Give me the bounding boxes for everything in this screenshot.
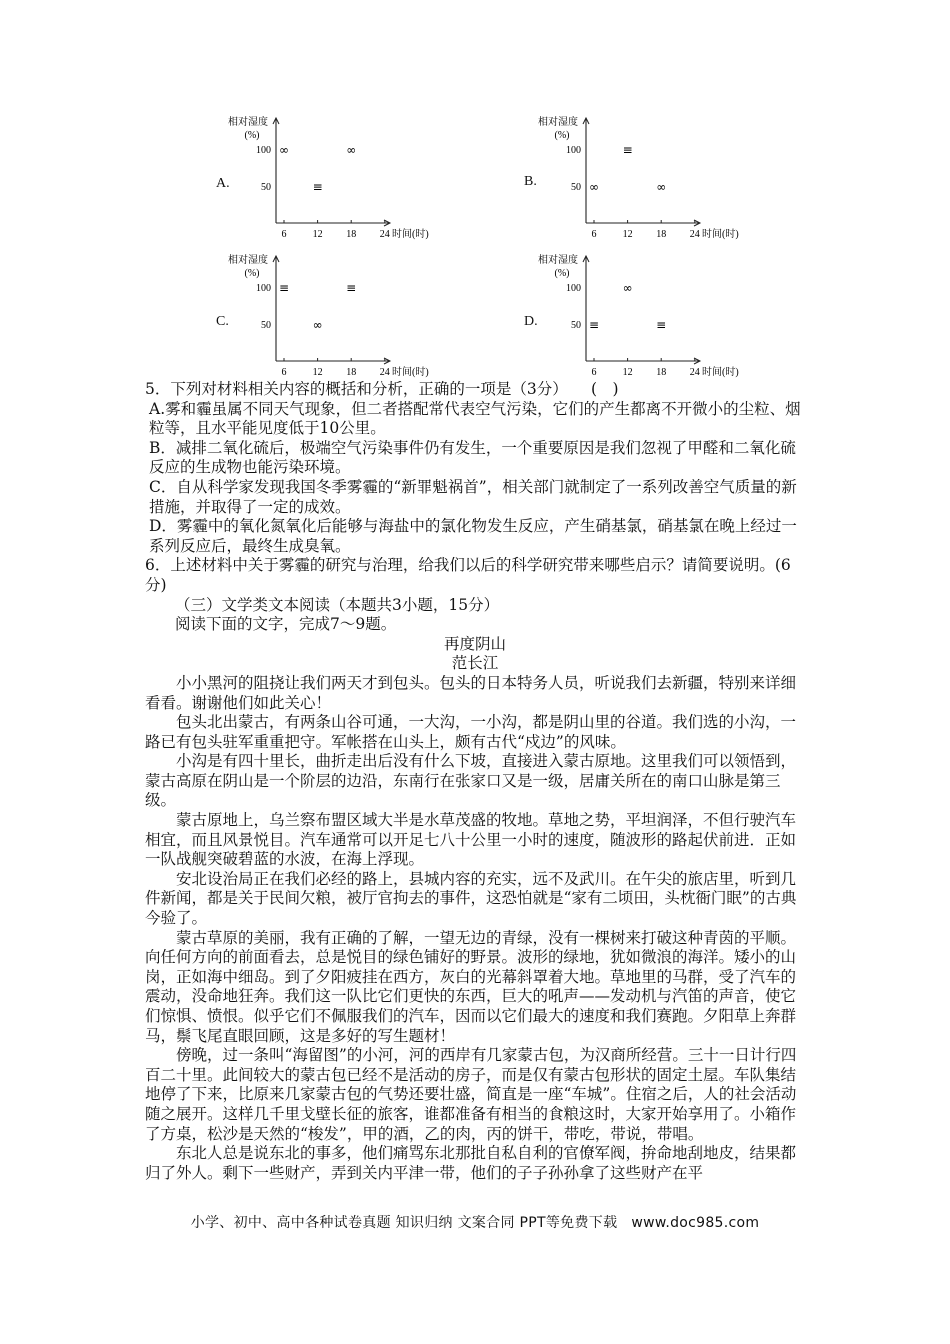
x-tick-label: 24: [689, 367, 700, 378]
chart-svg: [200, 112, 500, 242]
y-axis-unit: (%): [554, 130, 570, 141]
y-axis-unit: (%): [244, 268, 260, 279]
question-5-option-c: C．自从科学家发现我国冬季雾霾的“新罪魁祸首”，相关部门就制定了一系列改善空气质量的新措施，并取得了一定的成效。: [149, 477, 797, 516]
data-point-symbol: ≡: [278, 281, 290, 295]
x-tick-label: 12: [312, 367, 323, 378]
x-tick-label: 12: [622, 367, 633, 378]
y-axis-label: 相对湿度: [538, 117, 578, 128]
data-point-symbol: ≡: [656, 318, 667, 332]
x-tick-label: 18: [346, 367, 357, 378]
data-point-symbol: ≡: [588, 318, 600, 332]
y-tick-label: 50: [261, 182, 271, 193]
y-axis-label: 相对湿度: [228, 255, 268, 266]
article-paragraph: 小沟是有四十里长，曲折走出后没有什么下坡，直接进入蒙古原地。这里我们可以领悟到，蒙古高原在阴山是一个阶层的边沿，东南行在张家口又是一级，居庸关所在的南口山脉是第三级。: [145, 752, 797, 810]
x-tick-label: 12: [312, 229, 323, 240]
section-heading: （三）文学类文本阅读（本题共3小题，15分）: [175, 595, 500, 614]
x-axis-label: 时间(时): [702, 367, 739, 378]
y-tick-label: 100: [566, 283, 581, 294]
chart-option-a: [200, 112, 500, 242]
chart-svg: [510, 112, 810, 242]
data-point-symbol: ∞: [279, 143, 289, 157]
question-5-option-b: B．减排二氧化硫后，极端空气污染事件仍有发生，一个重要原因是我们忽视了甲醛和二氧化硫反应的生成物也能污染环境。: [149, 438, 796, 477]
y-tick-label: 100: [256, 283, 271, 294]
section-instruction: 阅读下面的文字，完成7～9题。: [175, 615, 397, 634]
question-5-option-d: D．雾霾中的氧化氮氧化后能够与海盐中的氯化物发生反应，产生硝基氯，硝基氯在晚上经过一系列反应后，最终生成臭氧。: [149, 517, 797, 555]
article-paragraph: 安北设治局正在我们必经的路上，县城内容的充实，远不及武川。在午尖的旅店里，听到几件新闻，都是关于民间欠粮，被厅官拘去的事件，这恐怕就是“家有二顷田，头枕衙门眠”的古典今验了。: [145, 869, 797, 928]
article-paragraph: 蒙古草原的美丽，我有正确的了解，一望无边的青绿，没有一棵树来打破这种青茵的平顺。向任何方向的前面看去，总是悦目的绿色铺好的野景。波形的绿地，犹如微浪的海洋。矮小的山岗，正如海中细岛。到了夕阳疲挂在西方，灰白的光幕斜罩着大地。草地里的马群，受了汽车的震动，没命地狂奔。我们这一队比它们更快的东西，巨大的吼声——发动机与汽笛的声音，使它们惊惧、愤恨。似乎它们不佩服我们的汽车，因而以它们最大的速度和我们赛跑。夕阳草上奔群马，鬃飞尾直眼回顾，这是多好的写生题材！: [145, 928, 797, 1045]
data-point-symbol: ∞: [589, 180, 599, 194]
chart-option-b: [510, 112, 810, 242]
chart-option-c: [200, 250, 500, 380]
x-axis-label: 时间(时): [702, 229, 739, 240]
chart-letter: D.: [524, 314, 538, 329]
x-tick-label: 18: [656, 367, 667, 378]
y-tick-label: 50: [571, 320, 581, 331]
article-author: 范长江: [451, 654, 499, 673]
x-tick-label: 18: [346, 229, 357, 240]
question-5-option-a: A.雾和霾虽属不同天气现象，但二者搭配常代表空气污染，它们的产生都离不开微小的尘粒、烟粒等，且水平能见度低于10公里。: [149, 399, 801, 438]
y-axis-label: 相对湿度: [538, 255, 578, 266]
question-5-stem: 5．下列对材料相关内容的概括和分析，正确的一项是（3分） ( ): [145, 380, 619, 398]
data-point-symbol: ≡: [312, 180, 323, 194]
article-paragraph: 傍晚，过一条叫“海留图”的小河，河的西岸有几家蒙古包，为汉商所经营。三十一日计行四百二十里。此间较大的蒙古包已经不是活动的房子，而是仅有蒙古包形状的固定土屋。车队集结地停了下来，比原来几家蒙古包的气势还要壮盛，简直是一座“车城”。住宿之后，人的社会活动随之展开。这样几千里戈壁长征的旅客，谁都准备有相当的食粮这时，大家开始享用了。小箱作了方桌，松沙是天然的“梭发”，甲的酒，乙的肉，丙的饼干，带吃，带说，带唱。: [145, 1046, 797, 1143]
chart-svg: [200, 250, 500, 380]
data-point-symbol: ∞: [312, 318, 323, 332]
chart-option-d: [510, 250, 810, 380]
x-tick-label: 6: [281, 229, 287, 240]
article-paragraph: 东北人总是说东北的事多，他们痛骂东北那批自私自利的官僚军阀，拚命地刮地皮，结果都归了外人。剩下一些财产，弄到关内平津一带，他们的子子孙孙拿了这些财产在平: [145, 1144, 797, 1182]
data-point-symbol: ≡: [622, 143, 633, 157]
x-tick-label: 6: [591, 229, 597, 240]
data-point-symbol: ∞: [656, 180, 667, 194]
y-axis-unit: (%): [554, 268, 570, 279]
x-axis-label: 时间(时): [392, 367, 429, 378]
x-tick-label: 18: [656, 229, 667, 240]
y-axis-unit: (%): [244, 130, 260, 141]
data-point-symbol: ∞: [622, 281, 633, 295]
document-body: [145, 380, 805, 1183]
x-axis-label: 时间(时): [392, 229, 429, 240]
y-tick-label: 50: [571, 182, 581, 193]
y-tick-label: 100: [256, 145, 271, 156]
x-tick-label: 6: [281, 367, 287, 378]
x-tick-label: 24: [379, 367, 390, 378]
y-axis-label: 相对湿度: [228, 117, 268, 128]
chart-letter: C.: [216, 314, 229, 329]
x-tick-label: 12: [622, 229, 633, 240]
y-tick-label: 50: [261, 320, 271, 331]
chart-letter: B.: [524, 174, 537, 189]
data-point-symbol: ≡: [346, 281, 357, 295]
y-tick-label: 100: [566, 145, 581, 156]
footer-text: 小学、初中、高中各种试卷真题 知识归纳 文案合同 PPT等免费下载: [190, 1215, 618, 1231]
footer-url[interactable]: www.doc985.com: [631, 1215, 760, 1231]
article-paragraph: 包头北出蒙古，有两条山谷可通，一大沟，一小沟，都是阴山里的谷道。我们选的小沟，一路已有包头驻军重重把守。军帐搭在山头上，颇有古代“戍边”的风味。: [145, 713, 797, 751]
article-title: 再度阴山: [443, 634, 506, 653]
x-tick-label: 24: [689, 229, 700, 240]
data-point-symbol: ∞: [346, 143, 357, 157]
question-6: 6．上述材料中关于雾霾的研究与治理，给我们以后的科学研究带来哪些启示？请简要说明。(6分): [145, 556, 791, 594]
article-paragraph: 蒙古原地上，乌兰察布盟区域大半是水草茂盛的牧地。草地之势，平坦润泽，不但行驶汽车相宜，而且风景悦目。汽车通常可以开足七八十公里一小时的速度，随波形的路起伏前进．正如一队战舰突破碧蓝的水波，在海上浮现。: [145, 811, 797, 869]
page-footer: [0, 1212, 950, 1232]
x-tick-label: 24: [379, 229, 390, 240]
chart-letter: A.: [216, 176, 230, 191]
chart-svg: [510, 250, 810, 380]
x-tick-label: 6: [591, 367, 597, 378]
article-paragraph: 小小黑河的阻挠让我们两天才到包头。包头的日本特务人员，听说我们去新疆，特别来详细看看。谢谢他们如此关心！: [145, 673, 797, 712]
